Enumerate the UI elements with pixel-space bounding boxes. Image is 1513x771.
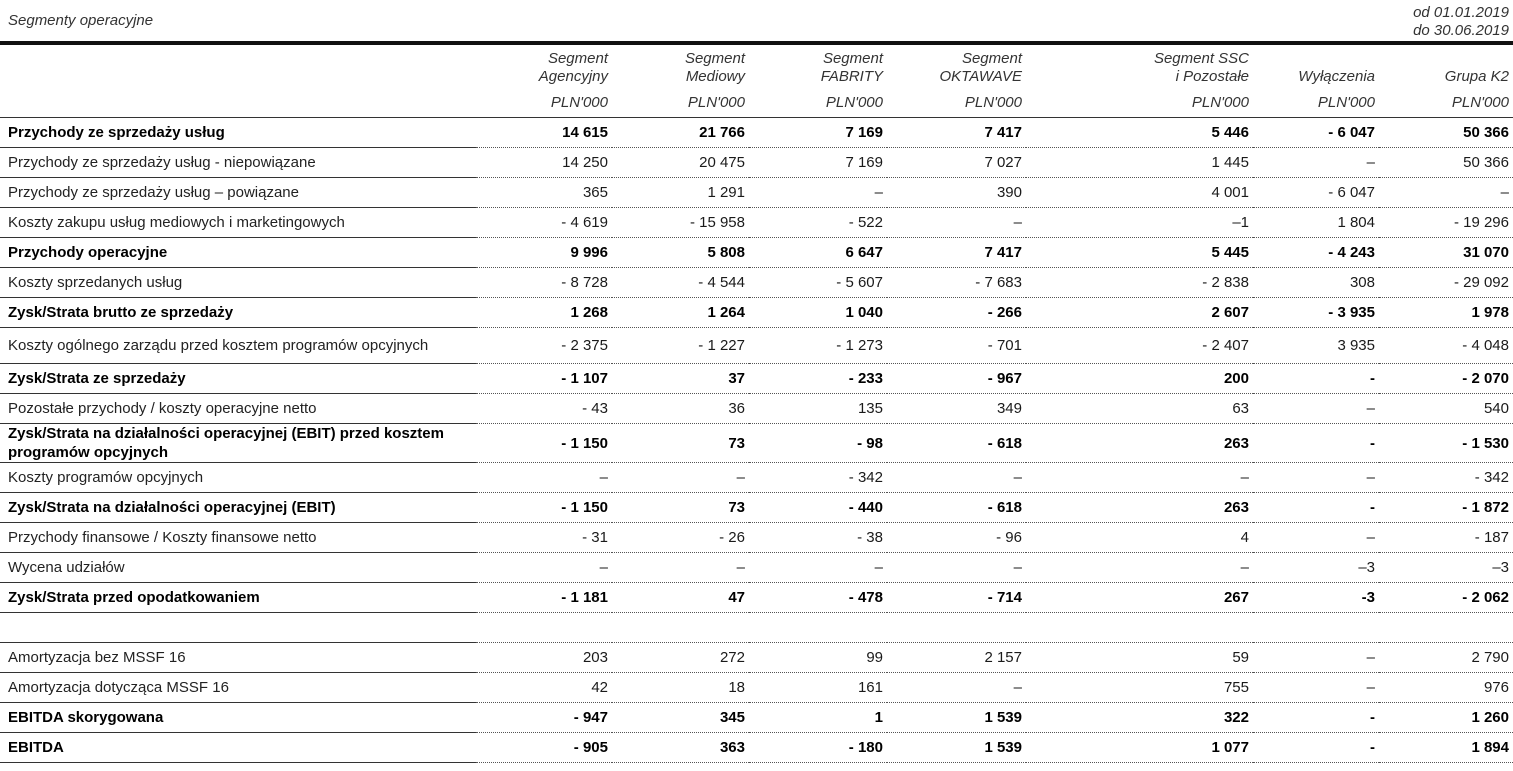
value-cell: 14 250 — [476, 148, 612, 178]
value-cell: 365 — [476, 178, 612, 208]
value-cell: 2 790 — [1379, 643, 1513, 673]
unit-row — [0, 88, 1513, 118]
value-cell: - 1 227 — [612, 328, 749, 364]
value-cell: 14 615 — [476, 118, 612, 148]
value-cell: - 342 — [749, 463, 887, 493]
value-cell: 36 — [612, 394, 749, 424]
value-cell: – — [887, 208, 1026, 238]
value-cell: 263 — [1026, 424, 1253, 463]
row-label: Zysk/Strata na działalności operacyjnej (EBIT) przed kosztem programów opcyjnych — [0, 424, 476, 463]
value-cell: 1 — [749, 703, 887, 733]
column-header-row — [0, 45, 1513, 88]
value-cell: 5 445 — [1026, 238, 1253, 268]
column-header-mediowy: Segment Mediowy — [684, 50, 745, 85]
value-cell: - 6 047 — [1253, 178, 1379, 208]
value-cell: - — [1253, 703, 1379, 733]
period-to: do 30.06.2019 — [1413, 22, 1509, 39]
table-row — [0, 268, 1513, 298]
value-cell: - 947 — [476, 703, 612, 733]
table-row — [0, 643, 1513, 673]
value-cell: - 967 — [887, 364, 1026, 394]
value-cell: 349 — [887, 394, 1026, 424]
value-cell: 47 — [612, 583, 749, 613]
unit-cell: PLN'000 — [612, 88, 749, 118]
value-cell: - 2 407 — [1026, 328, 1253, 364]
value-cell: - 1 273 — [749, 328, 887, 364]
value-cell: 322 — [1026, 703, 1253, 733]
table-row — [0, 238, 1513, 268]
value-cell: - 3 935 — [1253, 298, 1379, 328]
value-cell: 1 978 — [1379, 298, 1513, 328]
value-cell: –1 — [1026, 208, 1253, 238]
value-cell: 263 — [1026, 493, 1253, 523]
value-cell: 7 027 — [887, 148, 1026, 178]
value-cell: 7 417 — [887, 118, 1026, 148]
value-cell: 390 — [887, 178, 1026, 208]
value-cell: - 2 838 — [1026, 268, 1253, 298]
table-row — [0, 364, 1513, 394]
value-cell: – — [1026, 553, 1253, 583]
row-label: Zysk/Strata brutto ze sprzedaży — [0, 298, 476, 328]
table-row — [0, 703, 1513, 733]
value-cell: - 266 — [887, 298, 1026, 328]
row-label: Amortyzacja bez MSSF 16 — [0, 643, 476, 673]
value-cell: 1 264 — [612, 298, 749, 328]
value-cell: 42 — [476, 673, 612, 703]
value-cell: 308 — [1253, 268, 1379, 298]
value-cell: - 1 530 — [1379, 424, 1513, 463]
value-cell: – — [1253, 394, 1379, 424]
value-cell: – — [887, 673, 1026, 703]
value-cell: - 43 — [476, 394, 612, 424]
value-cell: - 38 — [749, 523, 887, 553]
value-cell: 1 260 — [1379, 703, 1513, 733]
value-cell: – — [749, 178, 887, 208]
row-label: EBITDA skorygowana — [0, 703, 476, 733]
table-row — [0, 583, 1513, 613]
value-cell: - 6 047 — [1253, 118, 1379, 148]
unit-cell: PLN'000 — [749, 88, 887, 118]
value-cell: - 714 — [887, 583, 1026, 613]
table-row — [0, 118, 1513, 148]
value-cell: - — [1253, 364, 1379, 394]
value-cell: 7 169 — [749, 118, 887, 148]
value-cell: 7 417 — [887, 238, 1026, 268]
value-cell: 73 — [612, 493, 749, 523]
value-cell: – — [612, 553, 749, 583]
value-cell: - 4 544 — [612, 268, 749, 298]
period-from: od 01.01.2019 — [1413, 4, 1509, 21]
row-label: Przychody finansowe / Koszty finansowe netto — [0, 523, 476, 553]
value-cell: 7 169 — [749, 148, 887, 178]
row-label: Koszty sprzedanych usług — [0, 268, 476, 298]
value-cell: - 15 958 — [612, 208, 749, 238]
value-cell: 976 — [1379, 673, 1513, 703]
table-row — [0, 178, 1513, 208]
value-cell: – — [1253, 643, 1379, 673]
value-cell: 4 — [1026, 523, 1253, 553]
value-cell: - 2 062 — [1379, 583, 1513, 613]
row-label: Zysk/Strata na działalności operacyjnej (EBIT) — [0, 493, 476, 523]
value-cell: - 342 — [1379, 463, 1513, 493]
value-cell: 59 — [1026, 643, 1253, 673]
column-header-wylaczenia: Wyłączenia — [1298, 68, 1375, 85]
column-header-oktawave: Segment OKTAWAVE — [939, 50, 1022, 85]
value-cell: -3 — [1253, 583, 1379, 613]
unit-cell: PLN'000 — [1379, 88, 1513, 118]
value-cell: 21 766 — [612, 118, 749, 148]
value-cell: 6 647 — [749, 238, 887, 268]
value-cell: 1 077 — [1026, 733, 1253, 763]
value-cell: - 7 683 — [887, 268, 1026, 298]
reporting-period — [1413, 4, 1509, 40]
value-cell: 1 894 — [1379, 733, 1513, 763]
value-cell: 1 539 — [887, 733, 1026, 763]
value-cell: - 2 070 — [1379, 364, 1513, 394]
row-label: Koszty programów opcyjnych — [0, 463, 476, 493]
value-cell: - — [1253, 733, 1379, 763]
value-cell: – — [887, 553, 1026, 583]
table-row — [0, 553, 1513, 583]
column-header-ssc: Segment SSC i Pozostałe — [1153, 50, 1249, 85]
value-cell: - 618 — [887, 493, 1026, 523]
value-cell: - 19 296 — [1379, 208, 1513, 238]
value-cell: – — [749, 553, 887, 583]
value-cell: 50 366 — [1379, 118, 1513, 148]
row-label: Koszty zakupu usług mediowych i marketingowych — [0, 208, 476, 238]
value-cell: 161 — [749, 673, 887, 703]
value-cell: 272 — [612, 643, 749, 673]
value-cell: - 5 607 — [749, 268, 887, 298]
value-cell: 135 — [749, 394, 887, 424]
value-cell: 99 — [749, 643, 887, 673]
value-cell: – — [1379, 178, 1513, 208]
label-column-header — [0, 45, 476, 88]
table-row — [0, 148, 1513, 178]
value-cell: - 1 107 — [476, 364, 612, 394]
value-cell: 31 070 — [1379, 238, 1513, 268]
value-cell: - 440 — [749, 493, 887, 523]
unit-cell: PLN'000 — [1253, 88, 1379, 118]
value-cell: - 478 — [749, 583, 887, 613]
value-cell: – — [476, 553, 612, 583]
unit-cell: PLN'000 — [887, 88, 1026, 118]
value-cell: - 29 092 — [1379, 268, 1513, 298]
row-label: EBITDA — [0, 733, 476, 763]
row-label: Przychody ze sprzedaży usług - niepowiązane — [0, 148, 476, 178]
value-cell: – — [1253, 673, 1379, 703]
value-cell: – — [476, 463, 612, 493]
table-row — [0, 463, 1513, 493]
segments-table — [0, 45, 1513, 763]
value-cell: - 2 375 — [476, 328, 612, 364]
value-cell: 50 366 — [1379, 148, 1513, 178]
table-row — [0, 298, 1513, 328]
page-title: Segmenty operacyjne — [8, 12, 154, 29]
unit-cell: PLN'000 — [1026, 88, 1253, 118]
value-cell: - 4 243 — [1253, 238, 1379, 268]
value-cell: 18 — [612, 673, 749, 703]
value-cell: 5 808 — [612, 238, 749, 268]
value-cell: 200 — [1026, 364, 1253, 394]
column-header-agencyjny: Segment Agencyjny — [538, 50, 608, 85]
value-cell: 1 291 — [612, 178, 749, 208]
table-row — [0, 523, 1513, 553]
value-cell: 1 539 — [887, 703, 1026, 733]
row-label: Koszty ogólnego zarządu przed kosztem programów opcyjnych — [0, 328, 476, 364]
table-row — [0, 493, 1513, 523]
value-cell: 363 — [612, 733, 749, 763]
value-cell: 20 475 — [612, 148, 749, 178]
row-label: Amortyzacja dotycząca MSSF 16 — [0, 673, 476, 703]
table-row — [0, 424, 1513, 463]
table-row — [0, 394, 1513, 424]
column-header-grupa: Grupa K2 — [1444, 68, 1509, 85]
value-cell: - 8 728 — [476, 268, 612, 298]
spacer-row — [0, 613, 1513, 643]
value-cell: - 1 872 — [1379, 493, 1513, 523]
value-cell: 5 446 — [1026, 118, 1253, 148]
value-cell: - — [1253, 424, 1379, 463]
value-cell: 9 996 — [476, 238, 612, 268]
column-header-fabrity: Segment FABRITY — [820, 50, 883, 85]
value-cell: 1 804 — [1253, 208, 1379, 238]
row-label: Zysk/Strata ze sprzedaży — [0, 364, 476, 394]
unit-label-cell — [0, 88, 476, 118]
table-row — [0, 208, 1513, 238]
value-cell: 203 — [476, 643, 612, 673]
value-cell: 73 — [612, 424, 749, 463]
row-label: Przychody ze sprzedaży usług – powiązane — [0, 178, 476, 208]
value-cell: - 1 181 — [476, 583, 612, 613]
row-label: Zysk/Strata przed opodatkowaniem — [0, 583, 476, 613]
value-cell: 267 — [1026, 583, 1253, 613]
value-cell: 345 — [612, 703, 749, 733]
value-cell: - 618 — [887, 424, 1026, 463]
row-label: Przychody operacyjne — [0, 238, 476, 268]
value-cell: – — [612, 463, 749, 493]
value-cell: 2 607 — [1026, 298, 1253, 328]
value-cell: – — [1253, 463, 1379, 493]
value-cell: - 31 — [476, 523, 612, 553]
value-cell: - 4 619 — [476, 208, 612, 238]
value-cell: 1 445 — [1026, 148, 1253, 178]
unit-cell: PLN'000 — [476, 88, 612, 118]
value-cell: - 96 — [887, 523, 1026, 553]
value-cell: - 522 — [749, 208, 887, 238]
table-row — [0, 328, 1513, 364]
value-cell: – — [887, 463, 1026, 493]
value-cell: 540 — [1379, 394, 1513, 424]
row-label: Pozostałe przychody / koszty operacyjne netto — [0, 394, 476, 424]
value-cell: 3 935 — [1253, 328, 1379, 364]
value-cell: – — [1026, 463, 1253, 493]
value-cell: - 98 — [749, 424, 887, 463]
value-cell: - 187 — [1379, 523, 1513, 553]
value-cell: - 180 — [749, 733, 887, 763]
value-cell: - — [1253, 493, 1379, 523]
table-row — [0, 733, 1513, 763]
table-row — [0, 673, 1513, 703]
row-label: Wycena udziałów — [0, 553, 476, 583]
value-cell: 63 — [1026, 394, 1253, 424]
row-label: Przychody ze sprzedaży usług — [0, 118, 476, 148]
value-cell: – — [1253, 523, 1379, 553]
value-cell: 1 040 — [749, 298, 887, 328]
value-cell: - 701 — [887, 328, 1026, 364]
value-cell: – — [1253, 148, 1379, 178]
value-cell: 755 — [1026, 673, 1253, 703]
value-cell: –3 — [1379, 553, 1513, 583]
value-cell: 1 268 — [476, 298, 612, 328]
value-cell: - 905 — [476, 733, 612, 763]
value-cell: 37 — [612, 364, 749, 394]
value-cell: - 1 150 — [476, 493, 612, 523]
value-cell: 4 001 — [1026, 178, 1253, 208]
value-cell: 2 157 — [887, 643, 1026, 673]
value-cell: - 26 — [612, 523, 749, 553]
value-cell: - 233 — [749, 364, 887, 394]
value-cell: - 4 048 — [1379, 328, 1513, 364]
value-cell: –3 — [1253, 553, 1379, 583]
value-cell: - 1 150 — [476, 424, 612, 463]
